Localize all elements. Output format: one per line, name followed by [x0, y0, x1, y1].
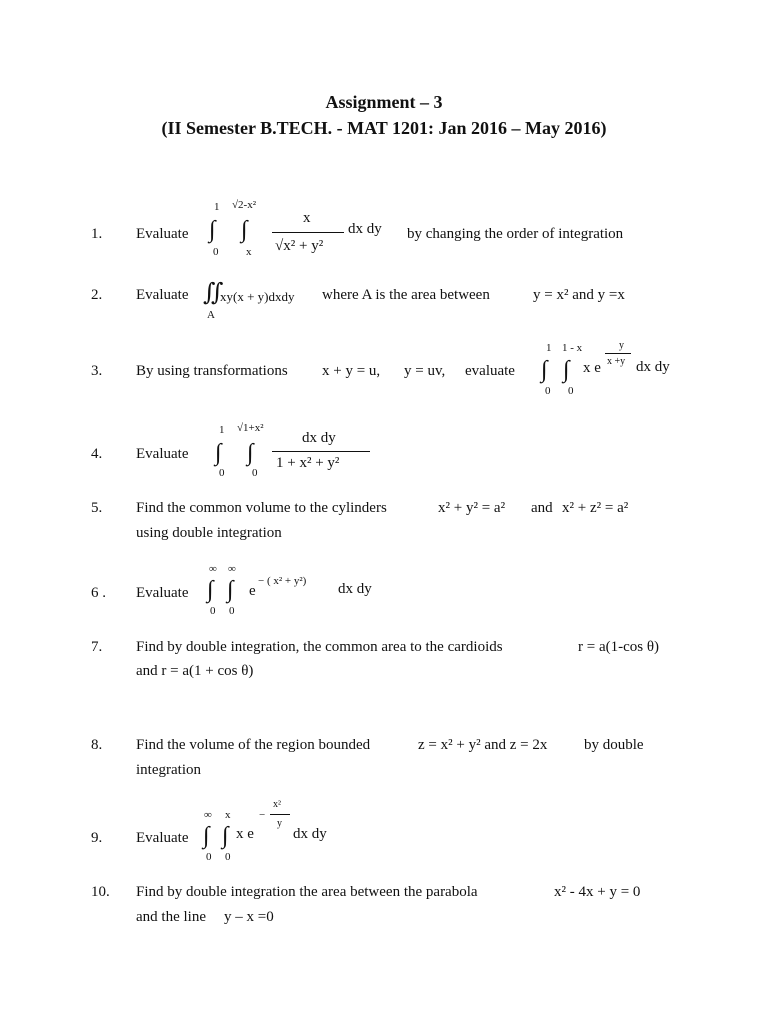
fraction-denominator: √x² + y² — [275, 238, 324, 254]
integral-sign: ∫ — [203, 823, 210, 849]
integral-sign: ∫ — [209, 217, 216, 243]
differential: dx dy — [348, 221, 382, 237]
condition: y = x² and y =x — [533, 287, 625, 303]
transformation-2: y = uv, — [404, 363, 446, 379]
question-text-line2: using double integration — [136, 525, 282, 541]
page-title: Assignment – 3 — [325, 92, 443, 112]
question-number: 4. — [91, 446, 103, 462]
integral-sign: ∫ — [222, 823, 229, 849]
inner-upper-limit: x — [225, 809, 231, 821]
join-word: and — [531, 500, 553, 516]
inner-lower-limit: 0 — [568, 385, 574, 397]
question-text: Evaluate — [136, 287, 189, 303]
integral-sign: ∫ — [541, 357, 548, 383]
outer-upper-limit: ∞ — [209, 563, 217, 575]
question-number: 6 . — [91, 585, 106, 601]
inner-upper-limit: √1+x² — [237, 422, 264, 434]
integral-sign: ∫ — [241, 217, 248, 243]
outer-upper-limit: ∞ — [204, 809, 212, 821]
equation-2: x² + z² = a² — [562, 500, 629, 516]
page-subtitle: (II Semester B.TECH. - MAT 1201: Jan 2016 – May 2016) — [161, 118, 607, 138]
question-number: 9. — [91, 830, 103, 846]
question-text: Find by double integration, the common area to the cardioids — [136, 639, 503, 655]
integrand: x e — [236, 826, 254, 842]
exponent-numerator: x² — [273, 799, 281, 810]
question-number: 10. — [91, 884, 110, 900]
question-number: 7. — [91, 639, 103, 655]
integrand: xy(x + y)dxdy — [220, 289, 295, 304]
fraction-bar — [272, 232, 344, 233]
question-text: Evaluate — [136, 585, 189, 601]
question-number: 8. — [91, 737, 103, 753]
question-text-line2: and the line — [136, 909, 206, 925]
differential: dx dy — [636, 359, 670, 375]
inner-lower-limit: x — [246, 246, 252, 258]
outer-upper-limit: 1 — [214, 201, 220, 213]
outer-lower-limit: 0 — [206, 851, 212, 863]
outer-lower-limit: 0 — [545, 385, 551, 397]
exponent-denominator: x +y — [607, 356, 626, 367]
inner-lower-limit: 0 — [225, 851, 231, 863]
question-text: Evaluate — [136, 226, 189, 242]
outer-lower-limit: 0 — [213, 246, 219, 258]
integrand: x e — [583, 360, 601, 376]
equation: x² - 4x + y = 0 — [554, 884, 641, 900]
inner-lower-limit: 0 — [229, 605, 235, 617]
question-text: Find the volume of the region bounded — [136, 737, 371, 753]
question-suffix: by changing the order of integration — [407, 226, 624, 242]
question-text: Evaluate — [136, 446, 189, 462]
question-text-line2: integration — [136, 762, 201, 778]
exponent-bar — [605, 353, 631, 354]
question-number: 5. — [91, 500, 103, 516]
outer-lower-limit: 0 — [210, 605, 216, 617]
question-suffix: by double — [584, 737, 644, 753]
question-text: Find the common volume to the cylinders — [136, 500, 387, 516]
exponent-sign: − — [259, 809, 266, 821]
inner-upper-limit: ∞ — [228, 563, 236, 575]
integral-sign: ∫ — [215, 440, 222, 466]
question-suffix: where A is the area between — [322, 287, 490, 303]
fraction-numerator: dx dy — [302, 430, 336, 446]
question-number: 2. — [91, 287, 103, 303]
equation: z = x² + y² and z = 2x — [418, 737, 548, 753]
question-number: 3. — [91, 363, 103, 379]
integral-sign: ∫ — [247, 440, 254, 466]
inner-lower-limit: 0 — [252, 467, 258, 479]
question-text: Evaluate — [136, 830, 189, 846]
inner-upper-limit: √2-x² — [232, 199, 256, 211]
integral-sign: ∫ — [227, 577, 234, 603]
fraction-numerator: x — [303, 210, 311, 226]
region-label: A — [207, 309, 215, 321]
fraction-denominator: 1 + x² + y² — [276, 455, 340, 471]
equation-1: x² + y² = a² — [438, 500, 506, 516]
integrand: e — [249, 583, 256, 599]
integral-sign: ∫ — [207, 577, 214, 603]
differential: dx dy — [338, 581, 372, 597]
equation-2: y – x =0 — [224, 909, 274, 925]
exponent-numerator: y — [619, 340, 624, 351]
exponent: − ( x² + y²) — [258, 575, 307, 587]
integral-sign: ∫ — [563, 357, 570, 383]
transformation-1: x + y = u, — [322, 363, 381, 379]
outer-lower-limit: 0 — [219, 467, 225, 479]
question-number: 1. — [91, 226, 103, 242]
differential: dx dy — [293, 826, 327, 842]
outer-upper-limit: 1 — [219, 424, 225, 436]
exponent-denominator: y — [277, 818, 282, 829]
question-text: By using transformations — [136, 363, 288, 379]
outer-upper-limit: 1 — [546, 342, 552, 354]
question-text-line2: and r = a(1 + cos θ) — [136, 663, 254, 679]
evaluate-word: evaluate — [465, 363, 515, 379]
inner-upper-limit: 1 - x — [562, 342, 583, 354]
exponent-bar — [270, 814, 290, 815]
double-integral-sign: ∬ — [203, 280, 224, 306]
equation: r = a(1-cos θ) — [578, 639, 660, 655]
question-text: Find by double integration the area between the parabola — [136, 884, 478, 900]
fraction-bar — [272, 451, 370, 452]
